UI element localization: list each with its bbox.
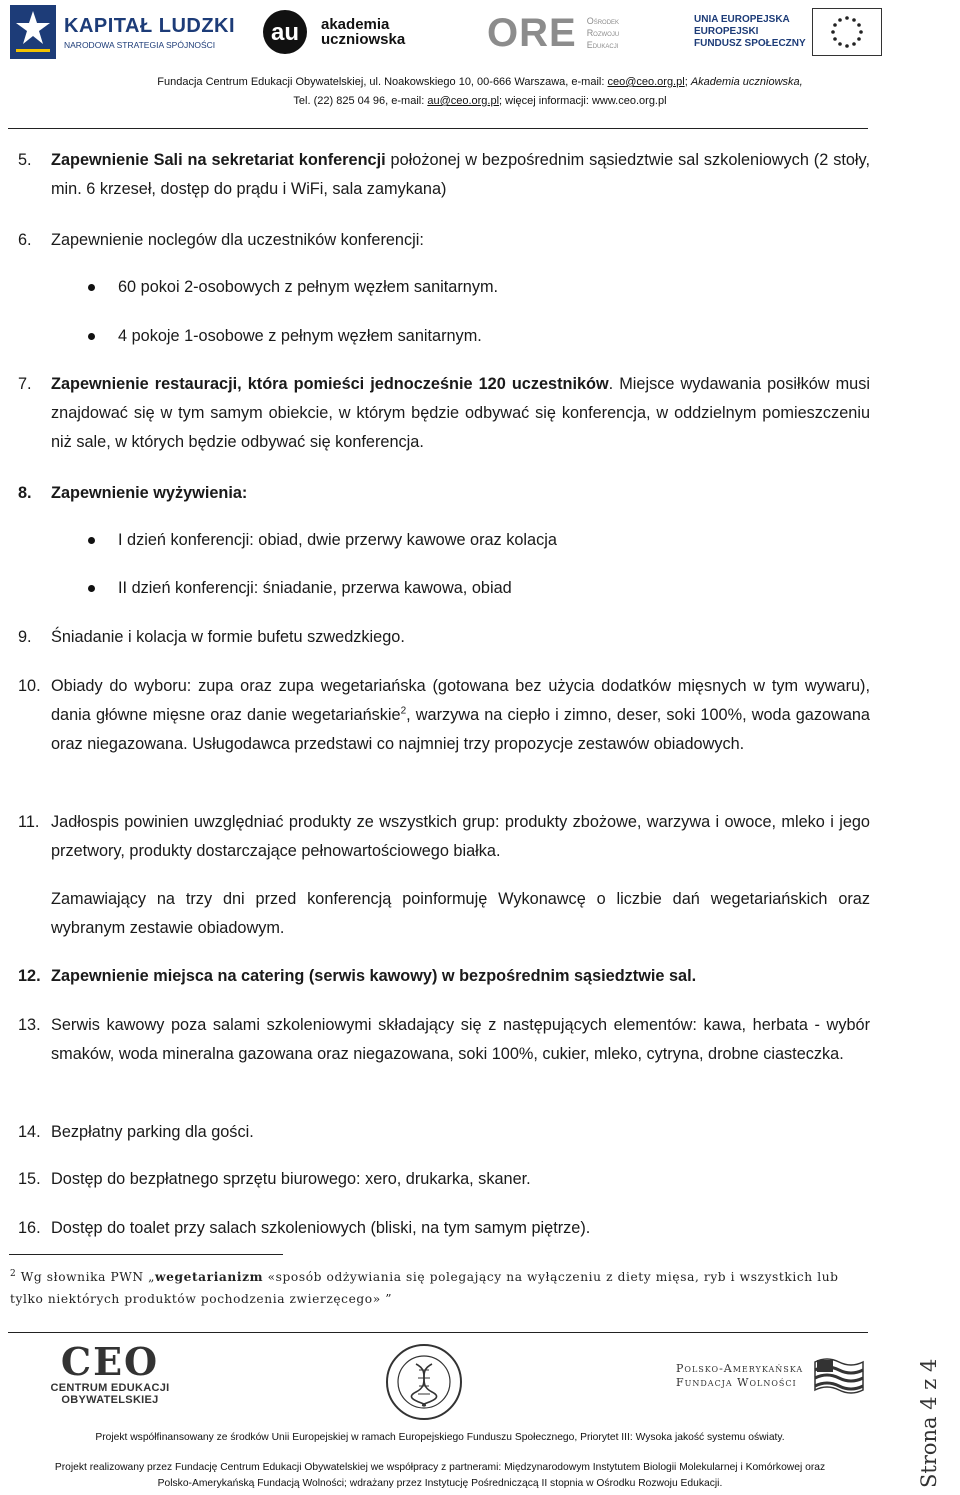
item-text: Śniadanie i kolacja w formie bufetu szwedzkiego. <box>51 628 405 646</box>
footer-partners: Projekt realizowany przez Fundację Centrum Edukacji Obywatelskiej we współpracy z partnerami: Międzynarodowym Instytutem Biologii Molekularnej i Komórkowej oraz <box>54 1462 826 1473</box>
item-text: Dostęp do toalet przy salach szkoleniowych (bliski, na tym samym piętrze). <box>51 1219 591 1237</box>
footnote-divider <box>9 1254 283 1255</box>
footnote-term: wegetarianizm <box>155 1270 264 1284</box>
ore-logo <box>483 10 619 56</box>
item-number: 9. <box>18 628 32 646</box>
page-header <box>0 0 960 140</box>
ceo-mark: CEO <box>60 1339 160 1384</box>
contact-au: Akademia uczniowska, <box>690 76 803 88</box>
pafw-flag-icon <box>813 1356 865 1396</box>
item-text: położonej w bezpośrednim sąsiedztwie sal szkoleniowych (2 stoły, min. 6 krzeseł, dostęp do prądu i WiFi, sala zamykana) <box>51 151 870 198</box>
item-text: Bezpłatny parking dla gości. <box>51 1123 254 1141</box>
footnote-ref[interactable]: 2 <box>400 705 407 717</box>
item-number: 10. <box>18 677 41 695</box>
contact-more: ; więcej informacji: www.ceo.org.pl <box>499 95 667 107</box>
contact-text: Fundacja Centrum Edukacji Obywatelskiej, ul. Noakowskiego 10, 00-666 Warszawa, e-mail: <box>157 76 608 88</box>
bullet-item <box>88 273 868 302</box>
list-item-8 <box>18 479 870 508</box>
list-item-9 <box>18 623 870 652</box>
au-emblem-icon <box>263 8 317 56</box>
ceo-name: CENTRUM EDUKACJI OBYWATELSKIEJ <box>50 1382 170 1406</box>
item-text-cont: , warzywa na ciepło i zimno, deser, soki 100%, woda gazowana oraz niegazowana. Usługodawca przedstawi co najmniej trzy propozycje zestawów obiadowych. <box>51 706 870 753</box>
au-line1: akademia <box>321 16 390 33</box>
footnote-definition: «sposób odżywiania się polegający na wyłączeniu z diety mięsa, ryb i wszystkich lub tylko niektórych produktów pochodzenia zwierzęcego» ” <box>10 1270 839 1306</box>
contact-sep: ; <box>684 76 691 88</box>
page-number: Strona 4 z 4 <box>917 1358 941 1488</box>
item-bold-text: Zapewnienie Sali na sekretariat konferencji <box>51 151 386 169</box>
list-item-11-paragraph <box>18 885 870 943</box>
bullet-item <box>88 322 868 351</box>
ore-mark: ORE <box>487 10 577 55</box>
contact-tel: Tel. (22) 825 04 96, e-mail: <box>293 95 428 107</box>
list-item-5 <box>18 146 870 204</box>
item-number: 13. <box>18 1016 41 1034</box>
list-item-7 <box>18 370 870 457</box>
item-number: 14. <box>18 1123 41 1141</box>
item-text: Dostęp do bezpłatnego sprzętu biurowego: xero, drukarka, skaner. <box>51 1170 531 1188</box>
email-link-ceo[interactable]: ceo@ceo.org.pl <box>607 76 685 88</box>
eu-line2: EUROPEJSKI <box>694 26 759 37</box>
list-item-15 <box>18 1165 870 1194</box>
bullet-icon <box>88 333 95 340</box>
list-item-10 <box>18 672 870 759</box>
eu-line1: UNIA EUROPEJSKA <box>694 14 790 25</box>
bullet-text: I dzień konferencji: obiad, dwie przerwy kawowe oraz kolacja <box>118 531 557 549</box>
item-number: 16. <box>18 1219 41 1237</box>
kapital-ludzki-title: KAPITAŁ LUDZKI <box>64 14 236 37</box>
ore-line3: Edukacji <box>586 40 619 50</box>
svg-text:au: au <box>270 19 300 46</box>
footer-implementation: Polsko-Amerykańską Fundacją Wolności; wdrażany przez Instytucję Pośredniczącą II stopnia w Ośrodku Rozwoju Edukacji. <box>157 1478 723 1489</box>
item-number: 7. <box>18 375 32 393</box>
bullet-item <box>88 574 868 603</box>
email-link-au[interactable]: au@ceo.org.pl <box>427 95 500 107</box>
akademia-uczniowska-logo <box>263 8 405 56</box>
au-line2: uczniowska <box>321 31 406 48</box>
item-paragraph: Zamawiający na trzy dni przed konferencją poinformuję Wykonawcę o liczbie dań wegetariańskich oraz wybranym zestawie obiadowym. <box>51 890 870 937</box>
item-number: 5. <box>18 151 32 169</box>
kapital-ludzki-emblem-icon <box>10 5 56 59</box>
bullet-icon <box>88 585 95 592</box>
item-number: 8. <box>18 484 32 502</box>
list-item-13 <box>18 1011 870 1069</box>
eu-line3: FUNDUSZ SPOŁECZNY <box>694 38 806 49</box>
item-number: 15. <box>18 1170 41 1188</box>
kapital-ludzki-subtitle: NARODOWA STRATEGIA SPÓJNOŚCI <box>64 39 216 50</box>
header-contact-line1 <box>0 76 960 88</box>
item-number: 12. <box>18 967 41 985</box>
list-item-12 <box>18 962 870 991</box>
item-text: Serwis kawowy poza salami szkoleniowymi składający się z następujących elementów: kawa, herbata - wybór smaków, woda mineralna gazowana oraz niegazowana, soki 100%, cukier, mleko, cytryna, drobne ciasteczka. <box>51 1016 870 1063</box>
item-bold-text: Zapewnienie miejsca na catering (serwis kawowy) w bezpośrednim sąsiedztwie sal. <box>51 967 697 985</box>
item-number: 11. <box>18 813 40 831</box>
item-number: 6. <box>18 231 32 249</box>
bullet-icon <box>88 284 95 291</box>
eu-flag-icon <box>812 8 882 56</box>
header-contact-line2 <box>0 95 960 107</box>
kapital-ludzki-logo <box>10 4 235 60</box>
header-divider <box>8 128 868 129</box>
bullet-text: 60 pokoi 2-osobowych z pełnym węzłem sanitarnym. <box>118 278 499 296</box>
item-bold-text: Zapewnienie restauracji, która pomieści jednocześnie 120 uczestników <box>51 375 609 393</box>
eu-logo <box>694 8 882 56</box>
list-item-14 <box>18 1118 870 1147</box>
bullet-text: II dzień konferencji: śniadanie, przerwa kawowa, obiad <box>118 579 512 597</box>
item-text: Zapewnienie noclegów dla uczestników konferencji: <box>51 231 424 249</box>
ore-line1: Ośrodek <box>586 16 620 26</box>
list-item-11 <box>18 808 870 866</box>
footnote <box>10 1266 840 1310</box>
item-bold-text: Zapewnienie wyżywienia: <box>51 484 248 502</box>
footer-cofinancing: Projekt współfinansowany ze środków Unii Europejskiej w ramach Europejskiego Funduszu Społecznego, Priorytet III: Wysoka jakość systemu oświaty. <box>95 1432 785 1443</box>
pafw-line1: Polsko-Amerykańska <box>676 1362 804 1375</box>
ceo-logo <box>10 1339 210 1406</box>
item-text: Jadłospis powinien uwzględniać produkty ze wszystkich grup: produkty zbożowe, warzywa i owoce, mleko i jego przetwory, produkty dostarczające pełnowartościowego białka. <box>51 813 870 860</box>
footer-divider <box>8 1332 868 1333</box>
bullet-icon <box>88 537 95 544</box>
item-text: . Miejsce wydawania posiłków musi znajdować się w tym samym obiekcie, w którym będzie odbywać się konferencja, w oddzielnym pomieszczeniu niż sale, w których będzie odbywać się konferencja. <box>51 375 871 451</box>
footnote-text: Wg słownika PWN „ <box>16 1270 156 1284</box>
bullet-item <box>88 526 868 555</box>
pafw-line2: Fundacja Wolności <box>676 1376 797 1389</box>
bullet-text: 4 pokoje 1-osobowe z pełnym węzłem sanitarnym. <box>118 327 482 345</box>
pafw-logo <box>676 1356 865 1396</box>
list-item-16 <box>18 1214 870 1243</box>
list-item-6 <box>18 226 870 255</box>
footnote-number: 2 <box>10 1268 17 1279</box>
ore-line2: Rozwoju <box>586 28 620 38</box>
iimcb-seal-icon <box>384 1342 464 1422</box>
item-text: Obiady do wyboru: zupa oraz zupa wegetariańska (gotowana bez użycia dodatków mięsnych w tym wywaru), dania główne mięsne oraz danie wegetariańskie <box>51 677 870 724</box>
